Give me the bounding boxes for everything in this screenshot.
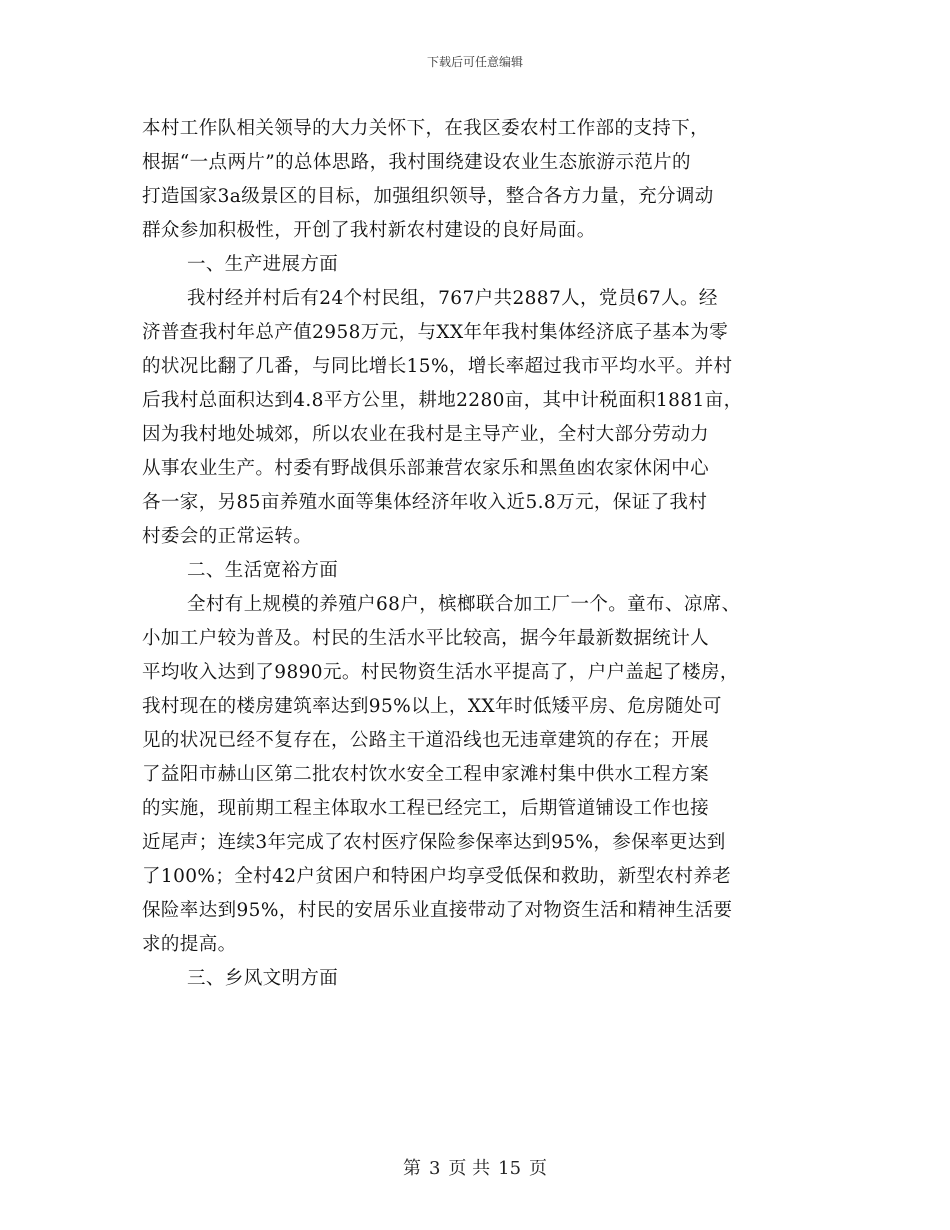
body-line: 后我村总面积达到4.8平方公里，耕地2280亩，其中计税面积1881亩， bbox=[142, 390, 743, 411]
body-line: 群众参加积极性，开创了我村新农村建设的良好局面。 bbox=[142, 220, 596, 241]
body-line: 小加工户较为普及。村民的生活水平比较高，据今年最新数据统计人 bbox=[142, 628, 710, 649]
page-number: 3 bbox=[428, 1158, 441, 1179]
section-heading: 一、生产进展方面 bbox=[187, 254, 339, 275]
total-pages: 15 bbox=[498, 1158, 522, 1179]
body-line: 因为我村地处城郊，所以农业在我村是主导产业，全村大部分劳动力 bbox=[142, 424, 710, 445]
body-line: 全村有上规模的养殖户68户，槟榔联合加工厂一个。童布、凉席、 bbox=[187, 594, 741, 615]
body-line: 近尾声；连续3年完成了农村医疗保险参保率达到95%，参保率更达到 bbox=[142, 832, 726, 853]
body-line: 从事农业生产。村委有野战俱乐部兼营农家乐和黑鱼凼农家休闲中心 bbox=[142, 458, 710, 479]
body-line: 我村现在的楼房建筑率达到95%以上，XX年时低矮平房、危房随处可 bbox=[142, 696, 722, 717]
body-line: 保险率达到95%，村民的安居乐业直接带动了对物资生活和精神生活要 bbox=[142, 900, 733, 921]
body-line: 我村经并村后有24个村民组，767户共2887人，党员67人。经 bbox=[187, 288, 718, 309]
body-line: 的状况比翻了几番，与同比增长15%，增长率超过我市平均水平。并村 bbox=[142, 356, 733, 377]
body-line: 了益阳市赫山区第二批农村饮水安全工程申家滩村集中供水工程方案 bbox=[142, 764, 710, 785]
section-heading: 三、乡风文明方面 bbox=[187, 968, 339, 989]
footer-middle: 页 共 bbox=[448, 1158, 491, 1179]
body-line: 各一家，另85亩养殖水面等集体经济年收入近5.8万元，保证了我村 bbox=[142, 492, 708, 513]
body-line: 的实施，现前期工程主体取水工程已经完工，后期管道铺设工作也接 bbox=[142, 798, 710, 819]
body-line: 了100%；全村42户贫困户和特困户均享受低保和救助，新型农村养老 bbox=[142, 866, 732, 887]
body-line: 见的状况已经不复存在，公路主干道沿线也无违章建筑的存在；开展 bbox=[142, 730, 710, 751]
body-line: 平均收入达到了9890元。村民物资生活水平提高了，户户盖起了楼房， bbox=[142, 662, 739, 683]
body-line: 打造国家3a级景区的目标，加强组织领导，整合各方力量，充分调动 bbox=[142, 186, 714, 207]
page-footer bbox=[0, 1154, 950, 1180]
body-line: 根据“一点两片”的总体思路，我村围绕建设农业生态旅游示范片的 bbox=[142, 152, 691, 173]
page-header: 下载后可任意编辑 bbox=[426, 55, 523, 69]
body-line: 本村工作队相关领导的大力关怀下，在我区委农村工作部的支持下， bbox=[142, 118, 710, 139]
footer-prefix: 第 bbox=[402, 1158, 421, 1179]
footer-suffix: 页 bbox=[529, 1158, 548, 1179]
section-heading: 二、生活宽裕方面 bbox=[187, 560, 339, 581]
body-line: 济普查我村年总产值2958万元，与XX年年我村集体经济底子基本为零 bbox=[142, 322, 729, 343]
body-line: 求的提高。 bbox=[142, 934, 237, 955]
body-line: 村委会的正常运转。 bbox=[142, 526, 313, 547]
